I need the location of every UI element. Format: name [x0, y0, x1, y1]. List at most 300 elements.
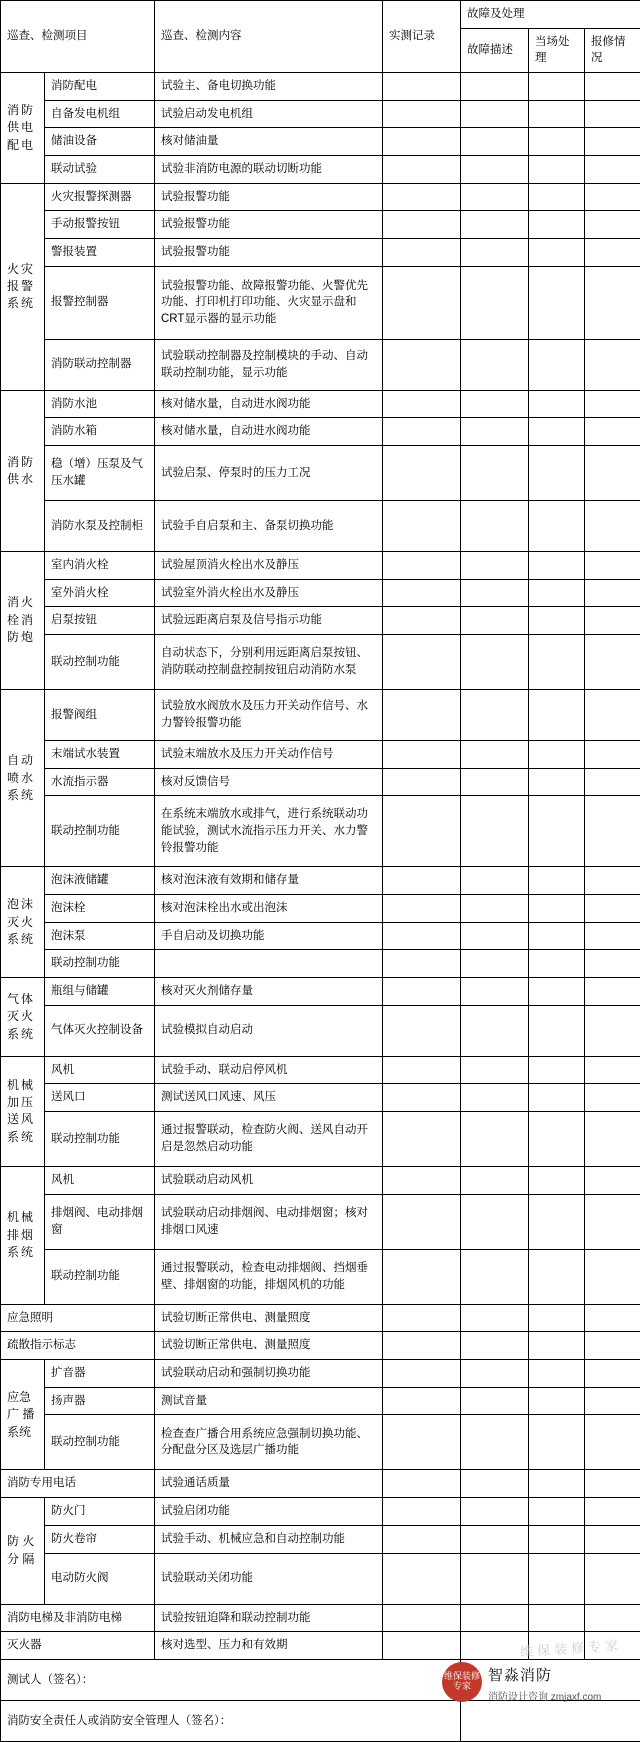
onsite-cell[interactable]	[529, 1249, 585, 1304]
record-cell[interactable]	[383, 1332, 461, 1360]
onsite-cell[interactable]	[529, 1498, 585, 1526]
fault-desc-cell[interactable]	[461, 552, 529, 580]
header-fault-group: 故障及处理	[461, 1, 640, 29]
repair-cell[interactable]	[585, 100, 640, 128]
record-cell[interactable]	[383, 1249, 461, 1304]
repair-cell[interactable]	[585, 950, 640, 978]
table-row	[1, 156, 640, 184]
record-cell[interactable]	[383, 579, 461, 607]
table-row	[1, 1056, 640, 1084]
repair-cell[interactable]	[585, 1415, 640, 1470]
onsite-cell[interactable]	[529, 1632, 585, 1660]
fault-desc-cell[interactable]	[461, 1525, 529, 1553]
repair-cell[interactable]	[585, 1332, 640, 1360]
fault-desc-cell[interactable]	[461, 73, 529, 101]
table-row	[1, 1415, 640, 1470]
record-cell[interactable]	[383, 339, 461, 390]
fault-desc-cell[interactable]	[461, 239, 529, 267]
fault-desc-cell[interactable]	[461, 1387, 529, 1415]
onsite-cell[interactable]	[529, 796, 585, 867]
sub-label: 气体灭火控制设备	[45, 1005, 155, 1056]
sub-label: 报警阀组	[45, 690, 155, 741]
onsite-cell[interactable]	[529, 100, 585, 128]
sub-label: 稳（增）压泵及气压水罐	[45, 446, 155, 501]
fault-desc-cell[interactable]	[461, 1112, 529, 1167]
record-cell[interactable]	[383, 922, 461, 950]
repair-cell[interactable]	[585, 128, 640, 156]
table-row	[1, 1525, 640, 1553]
fault-desc-cell[interactable]	[461, 922, 529, 950]
record-cell[interactable]	[383, 1498, 461, 1526]
table-row	[1, 796, 640, 867]
repair-cell[interactable]	[585, 1084, 640, 1112]
content-cell: 试验放水阀放水及压力开关动作信号、水力警铃报警功能	[155, 690, 383, 741]
group-label: 气体灭火系统	[1, 978, 45, 1057]
fault-desc-cell[interactable]	[461, 1415, 529, 1470]
fault-desc-cell[interactable]	[461, 796, 529, 867]
record-cell[interactable]	[383, 239, 461, 267]
content-cell: 试验屋顶消火栓出水及静压	[155, 552, 383, 580]
table-row	[1, 690, 640, 741]
table-row	[1, 1360, 640, 1388]
fault-desc-cell[interactable]	[461, 1304, 529, 1332]
record-cell[interactable]	[383, 446, 461, 501]
table-row	[1, 922, 640, 950]
fault-desc-cell[interactable]	[461, 1084, 529, 1112]
repair-cell[interactable]	[585, 579, 640, 607]
sub-label: 消防联动控制器	[45, 339, 155, 390]
table-row	[1, 950, 640, 978]
fault-desc-cell[interactable]	[461, 1332, 529, 1360]
record-cell[interactable]	[383, 741, 461, 769]
content-cell: 测试音量	[155, 1387, 383, 1415]
repair-cell[interactable]	[585, 607, 640, 635]
fault-desc-cell[interactable]	[461, 1632, 529, 1660]
fault-desc-cell[interactable]	[461, 211, 529, 239]
repair-cell[interactable]	[585, 796, 640, 867]
record-cell[interactable]	[383, 1005, 461, 1056]
table-row	[1, 1304, 640, 1332]
onsite-cell[interactable]	[529, 1415, 585, 1470]
repair-cell[interactable]	[585, 183, 640, 211]
onsite-cell[interactable]	[529, 552, 585, 580]
onsite-cell[interactable]	[529, 690, 585, 741]
record-cell[interactable]	[383, 796, 461, 867]
content-cell: 试验非消防电源的联动切断功能	[155, 156, 383, 184]
table-row	[1, 1194, 640, 1249]
onsite-cell[interactable]	[529, 635, 585, 690]
sub-label: 末端试水装置	[45, 741, 155, 769]
record-cell[interactable]	[383, 418, 461, 446]
repair-cell[interactable]	[585, 501, 640, 552]
repair-cell[interactable]	[585, 1632, 640, 1660]
record-cell[interactable]	[383, 1304, 461, 1332]
sub-label: 消防水箱	[45, 418, 155, 446]
repair-cell[interactable]	[585, 552, 640, 580]
onsite-cell[interactable]	[529, 607, 585, 635]
sub-label: 泡沫液储罐	[45, 867, 155, 895]
repair-cell[interactable]	[585, 1304, 640, 1332]
fault-desc-cell[interactable]	[461, 768, 529, 796]
header-fault-desc: 故障描述	[461, 28, 529, 72]
repair-cell[interactable]	[585, 922, 640, 950]
content-cell: 试验主、备电切换功能	[155, 73, 383, 101]
record-cell[interactable]	[383, 1056, 461, 1084]
sub-label: 报警控制器	[45, 266, 155, 339]
sub-label: 火灾报警探测器	[45, 183, 155, 211]
repair-cell[interactable]	[585, 1525, 640, 1553]
sub-label: 风机	[45, 1056, 155, 1084]
table-row	[1, 1470, 640, 1498]
table-row	[1, 867, 640, 895]
record-cell[interactable]	[383, 501, 461, 552]
watermark-ghost-text: 维保装修专家	[519, 1634, 622, 1660]
sub-label: 警报装置	[45, 239, 155, 267]
repair-cell[interactable]	[585, 1553, 640, 1604]
repair-cell[interactable]	[585, 390, 640, 418]
fault-desc-cell[interactable]	[461, 1005, 529, 1056]
sub-label: 储油设备	[45, 128, 155, 156]
fault-desc-cell[interactable]	[461, 1498, 529, 1526]
content-cell: 自动状态下，分别利用远距离启泵按钮、消防联动控制盘控制按钮启动消防水泵	[155, 635, 383, 690]
content-cell: 核对储油量	[155, 128, 383, 156]
table-row	[1, 446, 640, 501]
table-row	[1, 339, 640, 390]
table-row	[1, 895, 640, 923]
record-cell[interactable]	[383, 1112, 461, 1167]
record-cell[interactable]	[383, 1084, 461, 1112]
repair-cell[interactable]	[585, 1056, 640, 1084]
onsite-cell[interactable]	[529, 1112, 585, 1167]
content-cell: 核对反馈信号	[155, 768, 383, 796]
record-cell[interactable]	[383, 183, 461, 211]
sub-label: 泡沫栓	[45, 895, 155, 923]
single-label: 消防专用电话	[1, 1470, 155, 1498]
sub-label: 排烟阀、电动排烟窗	[45, 1194, 155, 1249]
onsite-cell[interactable]	[529, 1304, 585, 1332]
repair-cell[interactable]	[585, 418, 640, 446]
record-cell[interactable]	[383, 128, 461, 156]
onsite-cell[interactable]	[529, 922, 585, 950]
table-row	[1, 418, 640, 446]
fault-desc-cell[interactable]	[461, 1249, 529, 1304]
record-cell[interactable]	[383, 895, 461, 923]
onsite-cell[interactable]	[529, 211, 585, 239]
onsite-cell[interactable]	[529, 339, 585, 390]
sub-label: 泡沫泵	[45, 922, 155, 950]
content-cell: 试验联动关闭功能	[155, 1553, 383, 1604]
sub-label: 联动控制功能	[45, 635, 155, 690]
record-cell[interactable]	[383, 1470, 461, 1498]
onsite-cell[interactable]	[529, 895, 585, 923]
repair-cell[interactable]	[585, 1604, 640, 1632]
onsite-cell[interactable]	[529, 1194, 585, 1249]
onsite-cell[interactable]	[529, 1084, 585, 1112]
repair-cell[interactable]	[585, 1470, 640, 1498]
table-row	[1, 1167, 640, 1195]
sub-label: 启泵按钮	[45, 607, 155, 635]
table-row	[1, 239, 640, 267]
header-item: 巡查、检测项目	[1, 1, 155, 73]
record-cell[interactable]	[383, 211, 461, 239]
sub-label: 电动防火阀	[45, 1553, 155, 1604]
record-cell[interactable]	[383, 552, 461, 580]
fault-desc-cell[interactable]	[461, 635, 529, 690]
sub-label: 防火卷帘	[45, 1525, 155, 1553]
content-cell: 试验报警功能	[155, 211, 383, 239]
onsite-cell[interactable]	[529, 1553, 585, 1604]
record-cell[interactable]	[383, 690, 461, 741]
content-cell: 核对储水量，自动进水阀功能	[155, 418, 383, 446]
repair-cell[interactable]	[585, 239, 640, 267]
content-cell: 通过报警联动，检查防火阀、送风自动开启是忽然启动功能	[155, 1112, 383, 1167]
fault-desc-cell[interactable]	[461, 128, 529, 156]
content-cell: 通过报警联动，检查电动排烟阀、挡烟垂壁、排烟窗的功能，排烟风机的功能	[155, 1249, 383, 1304]
group-label: 机械排烟系统	[1, 1167, 45, 1305]
table-row	[1, 501, 640, 552]
sub-label: 送风口	[45, 1084, 155, 1112]
record-cell[interactable]	[383, 978, 461, 1006]
onsite-cell[interactable]	[529, 1470, 585, 1498]
fault-desc-cell[interactable]	[461, 339, 529, 390]
onsite-cell[interactable]	[529, 446, 585, 501]
fault-desc-cell[interactable]	[461, 501, 529, 552]
table-row	[1, 607, 640, 635]
sub-label: 消防水池	[45, 390, 155, 418]
table-row	[1, 183, 640, 211]
fault-desc-cell[interactable]	[461, 690, 529, 741]
fault-desc-cell[interactable]	[461, 183, 529, 211]
sub-label: 联动试验	[45, 156, 155, 184]
onsite-cell[interactable]	[529, 950, 585, 978]
single-label: 应急照明	[1, 1304, 155, 1332]
content-cell: 试验报警功能	[155, 239, 383, 267]
onsite-cell[interactable]	[529, 1005, 585, 1056]
onsite-cell[interactable]	[529, 418, 585, 446]
fault-desc-cell[interactable]	[461, 1056, 529, 1084]
repair-cell[interactable]	[585, 741, 640, 769]
content-cell: 试验模拟自动启动	[155, 1005, 383, 1056]
fault-desc-cell[interactable]	[461, 100, 529, 128]
onsite-cell[interactable]	[529, 1387, 585, 1415]
onsite-cell[interactable]	[529, 1167, 585, 1195]
fault-desc-cell[interactable]	[461, 1604, 529, 1632]
record-cell[interactable]	[383, 607, 461, 635]
onsite-cell[interactable]	[529, 501, 585, 552]
content-cell: 试验手动、机械应急和自动控制功能	[155, 1525, 383, 1553]
record-cell[interactable]	[383, 1360, 461, 1388]
content-cell	[155, 950, 383, 978]
record-cell[interactable]	[383, 1194, 461, 1249]
repair-cell[interactable]	[585, 635, 640, 690]
content-cell: 核对选型、压力和有效期	[155, 1632, 383, 1660]
single-label: 消防电梯及非消防电梯	[1, 1604, 155, 1632]
fault-desc-cell[interactable]	[461, 1194, 529, 1249]
fault-desc-cell[interactable]	[461, 867, 529, 895]
fault-desc-cell[interactable]	[461, 266, 529, 339]
onsite-cell[interactable]	[529, 239, 585, 267]
repair-cell[interactable]	[585, 1360, 640, 1388]
record-cell[interactable]	[383, 768, 461, 796]
fault-desc-cell[interactable]	[461, 1360, 529, 1388]
record-cell[interactable]	[383, 1604, 461, 1632]
fault-desc-cell[interactable]	[461, 978, 529, 1006]
record-cell[interactable]	[383, 266, 461, 339]
sub-label: 防火门	[45, 1498, 155, 1526]
table-row	[1, 1498, 640, 1526]
content-cell: 试验启泵、停泵时的压力工况	[155, 446, 383, 501]
content-cell: 试验手自启泵和主、备泵切换功能	[155, 501, 383, 552]
onsite-cell[interactable]	[529, 741, 585, 769]
group-label: 自动喷水系统	[1, 690, 45, 867]
content-cell: 试验手动、联动启停风机	[155, 1056, 383, 1084]
table-row	[1, 978, 640, 1006]
record-cell[interactable]	[383, 1632, 461, 1660]
repair-cell[interactable]	[585, 266, 640, 339]
sub-label: 联动控制功能	[45, 950, 155, 978]
record-cell[interactable]	[383, 635, 461, 690]
record-cell[interactable]	[383, 1167, 461, 1195]
fault-desc-cell[interactable]	[461, 607, 529, 635]
repair-cell[interactable]	[585, 73, 640, 101]
sub-label: 室内消火栓	[45, 552, 155, 580]
fault-desc-cell[interactable]	[461, 950, 529, 978]
sub-label: 扩音器	[45, 1360, 155, 1388]
repair-cell[interactable]	[585, 339, 640, 390]
content-cell: 试验联动启动排烟阀、电动排烟窗；核对排烟口风速	[155, 1194, 383, 1249]
repair-cell[interactable]	[585, 867, 640, 895]
repair-cell[interactable]	[585, 1112, 640, 1167]
onsite-cell[interactable]	[529, 768, 585, 796]
record-cell[interactable]	[383, 1525, 461, 1553]
fault-desc-cell[interactable]	[461, 418, 529, 446]
sub-label: 消防水泵及控制柜	[45, 501, 155, 552]
fault-desc-cell[interactable]	[461, 1167, 529, 1195]
sub-label: 联动控制功能	[45, 1249, 155, 1304]
onsite-cell[interactable]	[529, 1525, 585, 1553]
repair-cell[interactable]	[585, 156, 640, 184]
content-cell: 试验启闭功能	[155, 1498, 383, 1526]
table-row	[1, 741, 640, 769]
fault-desc-cell[interactable]	[461, 446, 529, 501]
fault-desc-cell[interactable]	[461, 895, 529, 923]
fault-desc-cell[interactable]	[461, 1470, 529, 1498]
fault-desc-cell[interactable]	[461, 1553, 529, 1604]
fault-desc-cell[interactable]	[461, 390, 529, 418]
onsite-cell[interactable]	[529, 867, 585, 895]
content-cell: 试验报警功能、故障报警功能、火警优先功能、打印机打印功能、火灾显示盘和CRT显示器的显示功能	[155, 266, 383, 339]
onsite-cell[interactable]	[529, 579, 585, 607]
sub-label: 联动控制功能	[45, 1415, 155, 1470]
onsite-cell[interactable]	[529, 73, 585, 101]
group-label: 火灾报警系统	[1, 183, 45, 390]
group-label: 消防供电配电	[1, 73, 45, 184]
group-label: 机械加压送风系统	[1, 1056, 45, 1166]
repair-cell[interactable]	[585, 1387, 640, 1415]
fault-desc-cell[interactable]	[461, 741, 529, 769]
onsite-cell[interactable]	[529, 183, 585, 211]
onsite-cell[interactable]	[529, 1604, 585, 1632]
record-cell[interactable]	[383, 390, 461, 418]
onsite-cell[interactable]	[529, 390, 585, 418]
onsite-cell[interactable]	[529, 978, 585, 1006]
record-cell[interactable]	[383, 73, 461, 101]
record-cell[interactable]	[383, 867, 461, 895]
content-cell: 试验联动启动风机	[155, 1167, 383, 1195]
content-cell: 试验切断正常供电、测量照度	[155, 1304, 383, 1332]
onsite-cell[interactable]	[529, 1360, 585, 1388]
table-row	[1, 266, 640, 339]
sub-label: 扬声器	[45, 1387, 155, 1415]
header-content: 巡查、检测内容	[155, 1, 383, 73]
onsite-cell[interactable]	[529, 156, 585, 184]
signature-row	[1, 1700, 640, 1741]
table-row	[1, 1005, 640, 1056]
onsite-cell[interactable]	[529, 1056, 585, 1084]
group-label: 消火栓消防炮	[1, 552, 45, 690]
repair-cell[interactable]	[585, 1005, 640, 1056]
content-cell: 试验远距离启泵及信号指示功能	[155, 607, 383, 635]
repair-cell[interactable]	[585, 1167, 640, 1195]
content-cell: 试验室外消火栓出水及静压	[155, 579, 383, 607]
table-row	[1, 1112, 640, 1167]
record-cell[interactable]	[383, 156, 461, 184]
repair-cell[interactable]	[585, 768, 640, 796]
sub-label: 水流指示器	[45, 768, 155, 796]
record-cell[interactable]	[383, 1387, 461, 1415]
repair-cell[interactable]	[585, 1249, 640, 1304]
record-cell[interactable]	[383, 950, 461, 978]
record-cell[interactable]	[383, 1553, 461, 1604]
single-label: 疏散指示标志	[1, 1332, 155, 1360]
content-cell: 手自启动及切换功能	[155, 922, 383, 950]
sub-label: 消防配电	[45, 73, 155, 101]
signature-tester[interactable]: 测试人（签名）：	[1, 1659, 461, 1700]
brand-badge-icon: 维保装修专家	[442, 1662, 482, 1702]
single-label: 灭火器	[1, 1632, 155, 1660]
repair-cell[interactable]	[585, 1194, 640, 1249]
content-cell: 检查查广播合用系统应急强制切换功能、分配盘分区及选层广播功能	[155, 1415, 383, 1470]
repair-cell[interactable]	[585, 1498, 640, 1526]
signature-manager-blank[interactable]	[461, 1700, 640, 1741]
onsite-cell[interactable]	[529, 266, 585, 339]
signature-tester-blank[interactable]	[461, 1659, 640, 1700]
fault-desc-cell[interactable]	[461, 156, 529, 184]
table-row	[1, 635, 640, 690]
repair-cell[interactable]	[585, 895, 640, 923]
onsite-cell[interactable]	[529, 1332, 585, 1360]
group-label: 泡沫灭火系统	[1, 867, 45, 978]
table-row	[1, 579, 640, 607]
group-label: 消防供水	[1, 390, 45, 551]
table-header-row	[1, 1, 640, 29]
table-row	[1, 1553, 640, 1604]
repair-cell[interactable]	[585, 446, 640, 501]
signature-row	[1, 1659, 640, 1700]
signature-manager[interactable]: 消防安全责任人或消防安全管理人（签名）：	[1, 1700, 461, 1741]
onsite-cell[interactable]	[529, 128, 585, 156]
content-cell: 核对泡沫液有效期和储存量	[155, 867, 383, 895]
repair-cell[interactable]	[585, 978, 640, 1006]
content-cell: 测试送风口风速、风压	[155, 1084, 383, 1112]
table-row	[1, 73, 640, 101]
record-cell[interactable]	[383, 1415, 461, 1470]
record-cell[interactable]	[383, 100, 461, 128]
repair-cell[interactable]	[585, 690, 640, 741]
repair-cell[interactable]	[585, 211, 640, 239]
fault-desc-cell[interactable]	[461, 579, 529, 607]
content-cell: 试验末端放水及压力开关动作信号	[155, 741, 383, 769]
